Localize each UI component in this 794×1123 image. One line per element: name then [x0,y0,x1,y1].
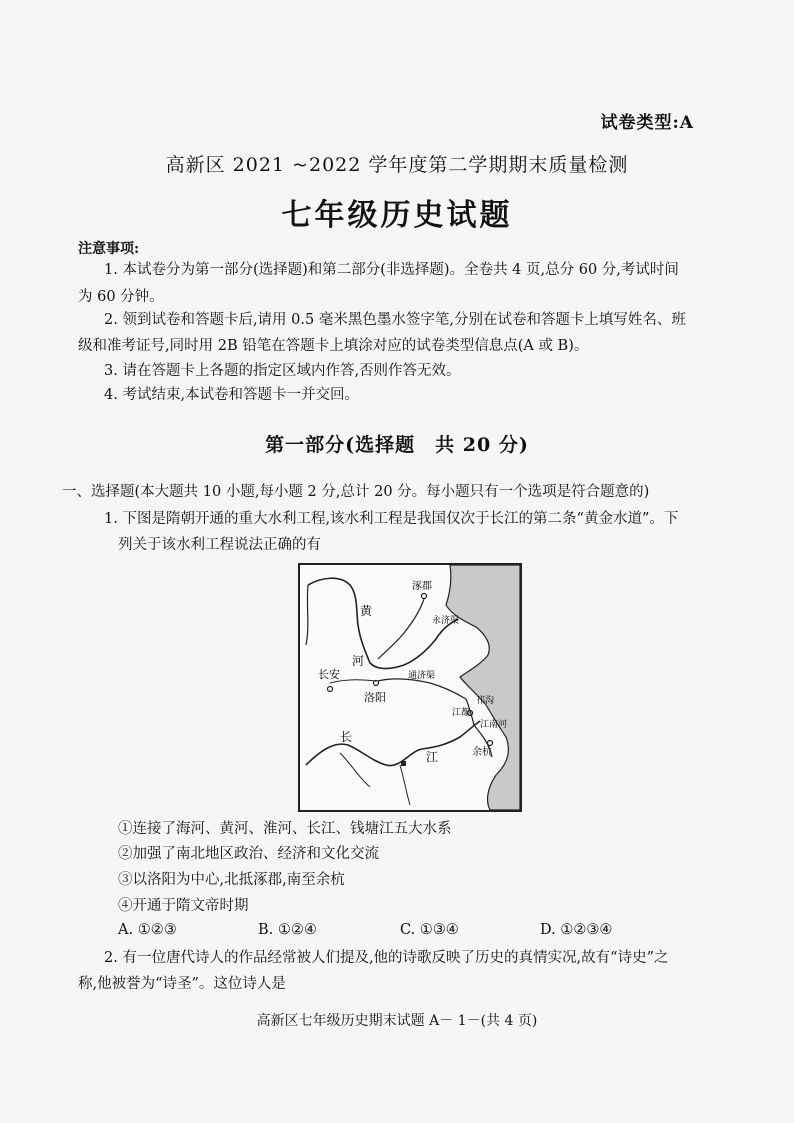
label-tongjiqu: 通济渠 [408,671,436,681]
q1-statement-2: ②加强了南北地区政治、经济和文化交流 [118,846,379,862]
q1-option-d: D. ①②③④ [540,922,613,938]
zhuojun-marker [422,594,427,599]
q1-option-c: C. ①③④ [400,922,459,938]
q1-stem-line2: 列关于该水利工程说法正确的有 [118,537,321,553]
label-yuhang: 余杭 [472,747,492,758]
paper-type: 试卷类型:A [600,113,694,133]
notice-item-2-cont: 级和准考证号,同时用 2B 铅笔在答题卡上填涂对应的试卷类型信息点(A 或 B)。 [78,338,589,354]
page-footer: 高新区七年级历史期末试题 A－ 1－(共 4 页) [256,1013,538,1029]
section-title: 第一部分(选择题 共 20 分) [265,434,529,456]
exam-title: 七年级历史试题 [281,198,513,233]
tongji-canal [378,679,466,699]
q1-option-a: A. ①②③ [118,922,177,938]
label-huang: 黄 [360,604,373,618]
q1-statement-4: ④开通于隋文帝时期 [118,898,249,914]
luoyang-marker [374,681,379,686]
label-zhuojun: 涿郡 [412,581,432,592]
label-yongjiqu: 永济渠 [432,616,460,626]
notice-item-1-cont: 为 60 分钟。 [78,289,164,305]
label-he: 河 [352,654,365,668]
grand-canal-map [298,563,522,812]
q1-option-b: B. ①②④ [258,922,317,938]
label-hangou: 邗沟 [476,696,495,706]
label-changan: 长安 [318,668,340,681]
label-jiangnanhe: 江南河 [480,720,508,730]
q2-line2: 称,他被誉为“诗圣”。这位诗人是 [78,976,286,992]
notice-heading: 注意事项: [78,241,140,257]
yangtze-river [306,721,480,766]
q2-line1: 2. 有一位唐代诗人的作品经常被人们提及,他的诗歌反映了历史的真情实况,故有“诗史”之 [104,950,669,966]
notice-item-4: 4. 考试结束,本试卷和答题卡一并交回。 [104,387,360,403]
notice-item-2: 2. 领到试卷和答题卡后,请用 0.5 毫米黑色墨水签字笔,分别在试卷和答题卡上填写姓名、班 [104,312,686,328]
exam-subtitle: 高新区 2021 ~2022 学年度第二学期期末质量检测 [165,154,629,176]
yongji-canal [378,599,424,659]
label-chang: 长 [340,730,353,744]
notice-item-1: 1. 本试卷分为第一部分(选择题)和第二部分(非选择题)。全卷共 4 页,总分 60 分,考试时间 [104,262,679,278]
label-jiangdu: 江都 [452,708,471,718]
notice-item-3: 3. 请在答题卡上各题的指定区域内作答,否则作答无效。 [104,363,461,379]
label-luoyang: 洛阳 [364,691,386,704]
q1-stem-line1: 1. 下图是隋朝开通的重大水利工程,该水利工程是我国仅次于长江的第二条“黄金水道”。下 [104,511,679,527]
part-intro: 一、选择题(本大题共 10 小题,每小题 2 分,总计 20 分。每小题只有一个选项是符合题意的) [62,484,650,500]
label-jiang: 江 [426,750,439,764]
q1-statement-3: ③以洛阳为中心,北抵涿郡,南至余杭 [118,872,345,888]
sea-region [446,565,520,810]
q1-statement-1: ①连接了海河、黄河、淮河、长江、钱塘江五大水系 [118,821,452,837]
changan-marker [328,687,333,692]
yuhang-marker [488,741,493,746]
